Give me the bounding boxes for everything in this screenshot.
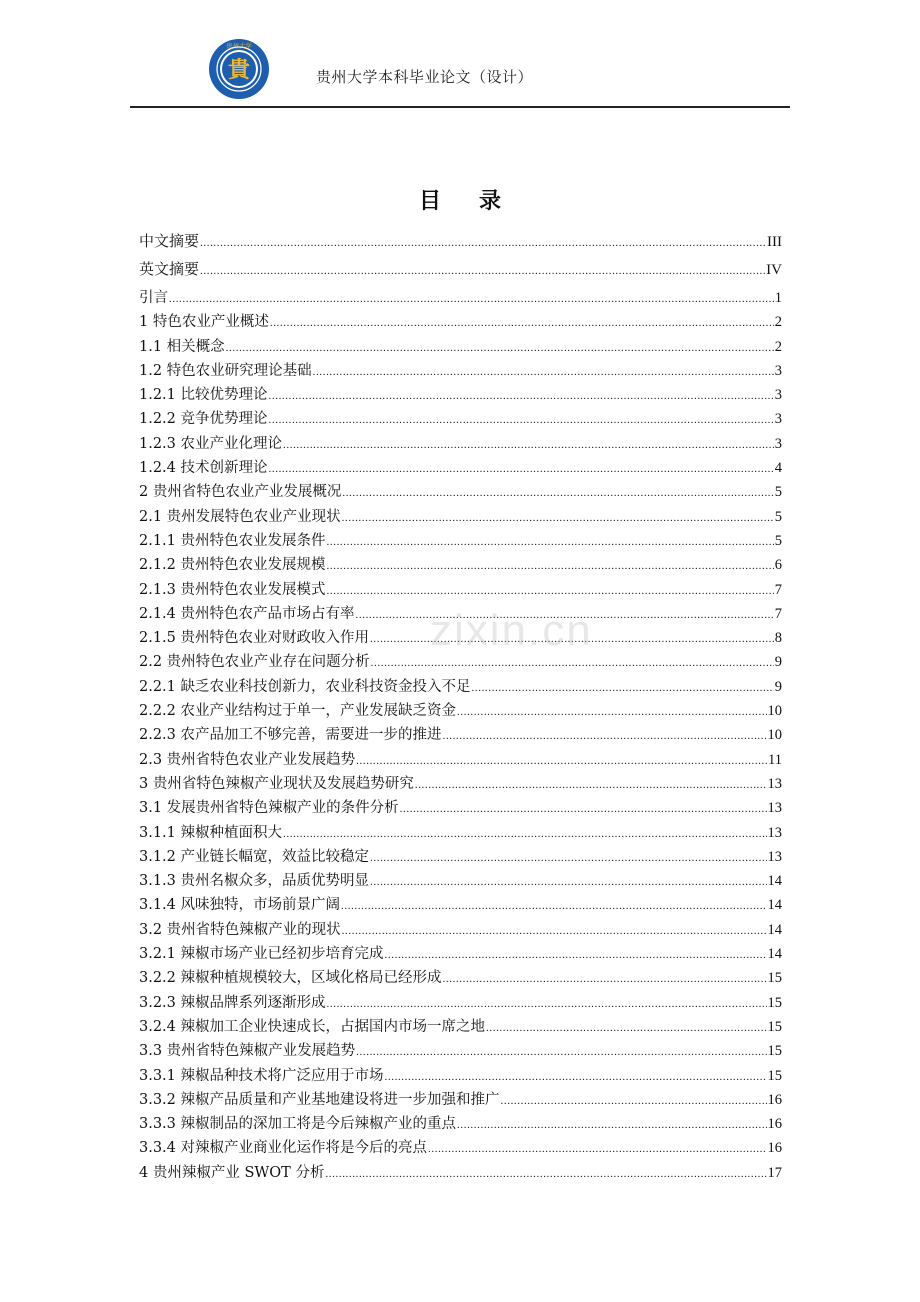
toc-entry-label: 4 贵州辣椒产业 SWOT 分析 <box>139 1164 325 1181</box>
toc-entry[interactable] <box>139 1015 782 1039</box>
toc-leader-dots <box>472 682 774 694</box>
toc-entry-label: 3.3.4 对辣椒产业商业化运作将是今后的亮点 <box>139 1140 428 1157</box>
toc-entry-label: 2.1.5 贵州特色农业对财政收入作用 <box>139 630 370 647</box>
toc-leader-dots <box>385 949 767 961</box>
toc-entry-page: 15 <box>767 1067 782 1084</box>
toc-entry[interactable] <box>139 699 782 723</box>
toc-entry[interactable] <box>139 796 782 820</box>
toc-leader-dots <box>371 657 774 669</box>
toc-entry-label: 3.1.1 辣椒种植面积大 <box>139 824 283 841</box>
toc-leader-dots <box>269 463 774 475</box>
toc-entry[interactable] <box>139 480 782 504</box>
toc-entry-page: 10 <box>767 703 782 720</box>
toc-entry-label: 1.2 特色农业研究理论基础 <box>139 362 312 379</box>
toc-leader-dots <box>327 585 774 597</box>
toc-leader-dots <box>325 1168 766 1180</box>
toc-entry-page: 16 <box>767 1091 782 1108</box>
toc-entry-label: 3.2.2 辣椒种植规模较大，区域化格局已经形成 <box>139 970 442 987</box>
toc-leader-dots <box>342 925 767 937</box>
toc-entry-page: 15 <box>767 1018 782 1035</box>
toc-entry-label: 1.1 相关概念 <box>139 338 225 355</box>
toc-leader-dots <box>385 1071 767 1083</box>
toc-leader-dots <box>269 390 774 402</box>
toc-entry-page: 15 <box>767 1043 782 1060</box>
toc-entry-label: 1.2.1 比较优势理论 <box>139 387 268 404</box>
toc-entry-page: 14 <box>767 946 782 963</box>
toc-entry-page: 13 <box>767 824 782 841</box>
toc-entry-label: 1.2.4 技术创新理论 <box>139 460 268 477</box>
toc-entry-page: 14 <box>767 921 782 938</box>
toc-entry-page: 2 <box>774 338 782 355</box>
toc-entry[interactable] <box>139 723 782 747</box>
toc-entry[interactable] <box>139 456 782 480</box>
toc-leader-dots <box>283 439 774 451</box>
toc-entry-page: 17 <box>767 1164 782 1181</box>
toc-entry-label: 3.3.3 辣椒制品的深加工将是今后辣椒产业的重点 <box>139 1116 457 1133</box>
toc-entry-label: 3.1.3 贵州名椒众多，品质优势明显 <box>139 873 370 890</box>
toc-entry-page: 9 <box>774 654 782 671</box>
toc-entry-label: 2.3 贵州省特色农业产业发展趋势 <box>139 751 356 768</box>
toc-entry[interactable] <box>139 383 782 407</box>
toc-leader-dots <box>356 755 767 767</box>
toc-entry-page: 16 <box>767 1140 782 1157</box>
toc-leader-dots <box>356 1046 766 1058</box>
toc-entry[interactable] <box>139 966 782 990</box>
toc-entry[interactable] <box>139 1112 782 1136</box>
toc-entry[interactable] <box>139 1064 782 1088</box>
toc-leader-dots <box>200 265 765 277</box>
toc-leader-dots <box>501 1095 767 1107</box>
header-title: 贵州大学本科毕业论文（设计） <box>316 68 534 86</box>
toc-entry-page: 9 <box>774 678 782 695</box>
toc-entry[interactable] <box>139 918 782 942</box>
toc-entry-page: 11 <box>768 751 782 768</box>
toc-entry[interactable] <box>139 821 782 845</box>
toc-leader-dots <box>342 512 774 524</box>
toc-entry-page: 1 <box>774 290 782 306</box>
toc-entry[interactable] <box>139 578 782 602</box>
toc-entry-label: 2.2 贵州特色农业产业存在问题分析 <box>139 654 370 671</box>
logo-character: 貴 <box>227 58 251 83</box>
toc-entry-page: 14 <box>767 873 782 890</box>
toc-entry[interactable] <box>139 359 782 383</box>
toc-entry[interactable] <box>139 942 782 966</box>
toc-entry[interactable] <box>139 893 782 917</box>
toc-entry[interactable] <box>139 310 782 334</box>
toc-leader-dots <box>200 237 766 249</box>
toc-entry-page: 13 <box>767 848 782 865</box>
toc-leader-dots <box>457 706 766 718</box>
toc-entry[interactable] <box>139 1088 782 1112</box>
table-of-contents <box>139 230 782 1185</box>
toc-leader-dots <box>486 1022 766 1034</box>
toc-leader-dots <box>269 414 774 426</box>
toc-entry-label: 3.3.2 辣椒产品质量和产业基地建设将进一步加强和推广 <box>139 1091 500 1108</box>
toc-entry-label: 2.1.3 贵州特色农业发展模式 <box>139 581 326 598</box>
toc-entry[interactable] <box>139 772 782 796</box>
toc-entry[interactable] <box>139 432 782 456</box>
toc-leader-dots <box>457 1119 766 1131</box>
toc-entry-label: 1.2.2 竞争优势理论 <box>139 411 268 428</box>
toc-entry-label: 2 贵州省特色农业产业发展概况 <box>139 484 342 501</box>
toc-entry-label: 3.3 贵州省特色辣椒产业发展趋势 <box>139 1043 356 1060</box>
toc-entry-page: 13 <box>767 775 782 792</box>
watermark: zixin.cn <box>430 606 593 655</box>
toc-leader-dots <box>400 803 767 815</box>
toc-leader-dots <box>443 730 767 742</box>
toc-entry-label: 英文摘要 <box>139 260 200 278</box>
toc-leader-dots <box>327 536 774 548</box>
toc-leader-dots <box>327 560 774 572</box>
toc-entry-page: 7 <box>774 605 782 622</box>
page-header <box>130 30 790 108</box>
toc-entry[interactable] <box>139 529 782 553</box>
toc-entry-page: 6 <box>774 557 782 574</box>
toc-leader-dots <box>313 366 774 378</box>
toc-entry-label: 2.1.4 贵州特色农产品市场占有率 <box>139 605 355 622</box>
toc-leader-dots <box>169 293 774 305</box>
toc-leader-dots <box>226 342 774 354</box>
toc-entry-page: 3 <box>774 387 782 404</box>
toc-entry[interactable] <box>139 258 782 286</box>
toc-entry-page: 15 <box>767 994 782 1011</box>
toc-entry[interactable] <box>139 991 782 1015</box>
toc-entry[interactable] <box>139 845 782 869</box>
toc-entry-label: 3.1.2 产业链长幅宽，效益比较稳定 <box>139 848 370 865</box>
toc-leader-dots <box>341 900 766 912</box>
toc-leader-dots <box>370 876 766 888</box>
toc-leader-dots <box>327 998 767 1010</box>
toc-entry-label: 3.2.1 辣椒市场产业已经初步培育完成 <box>139 946 384 963</box>
toc-entry[interactable] <box>139 1161 782 1185</box>
toc-leader-dots <box>370 852 766 864</box>
toc-entry-page: 4 <box>774 460 782 477</box>
toc-entry[interactable] <box>139 505 782 529</box>
toc-entry[interactable] <box>139 1039 782 1063</box>
toc-entry[interactable] <box>139 748 782 772</box>
toc-entry-label: 2.1 贵州发展特色农业产业现状 <box>139 508 341 525</box>
toc-entry-page: 5 <box>774 532 782 549</box>
toc-entry[interactable] <box>139 869 782 893</box>
university-logo <box>208 38 270 100</box>
toc-entry-page: 8 <box>774 630 782 647</box>
toc-entry-page: 7 <box>774 581 782 598</box>
toc-title: 目录 <box>418 188 539 214</box>
toc-leader-dots <box>443 973 767 985</box>
toc-entry-page: 5 <box>774 484 782 501</box>
toc-entry-page: 15 <box>767 970 782 987</box>
logo-ring-text: 贵州大学 <box>226 42 252 50</box>
toc-entry-label: 3.2.3 辣椒品牌系列逐渐形成 <box>139 994 326 1011</box>
toc-entry-label: 3.2.4 辣椒加工企业快速成长，占据国内市场一席之地 <box>139 1018 486 1035</box>
toc-entry[interactable] <box>139 675 782 699</box>
toc-entry-label: 1.2.3 农业产业化理论 <box>139 435 283 452</box>
toc-entry-label: 2.1.2 贵州特色农业发展规模 <box>139 557 326 574</box>
toc-entry[interactable] <box>139 1136 782 1160</box>
toc-entry-label: 2.2.2 农业产业结构过于单一，产业发展缺乏资金 <box>139 703 457 720</box>
toc-entry-label: 3.2 贵州省特色辣椒产业的现状 <box>139 921 341 938</box>
toc-entry-page: 2 <box>774 314 782 331</box>
toc-leader-dots <box>283 828 766 840</box>
toc-entry-label: 3.1 发展贵州省特色辣椒产业的条件分析 <box>139 800 399 817</box>
toc-entry-label: 1 特色农业产业概述 <box>139 314 269 331</box>
toc-entry-page: 10 <box>767 727 782 744</box>
toc-entry-page: 3 <box>774 435 782 452</box>
toc-entry-page: III <box>767 234 782 250</box>
toc-entry[interactable] <box>139 335 782 359</box>
header-divider <box>130 106 790 108</box>
toc-entry[interactable] <box>139 407 782 431</box>
toc-entry-page: 3 <box>774 411 782 428</box>
toc-entry-page: 14 <box>767 897 782 914</box>
toc-entry-page: 5 <box>774 508 782 525</box>
toc-entry-label: 2.2.1 缺乏农业科技创新力，农业科技资金投入不足 <box>139 678 471 695</box>
toc-leader-dots <box>270 317 774 329</box>
toc-entry-page: 3 <box>774 362 782 379</box>
toc-entry-label: 中文摘要 <box>139 232 200 250</box>
toc-entry-page: 16 <box>767 1116 782 1133</box>
toc-entry-label: 2.1.1 贵州特色农业发展条件 <box>139 532 326 549</box>
toc-entry-label: 2.2.3 农产品加工不够完善，需要进一步的推进 <box>139 727 442 744</box>
toc-entry-label: 3 贵州省特色辣椒产业现状及发展趋势研究 <box>139 775 414 792</box>
toc-entry[interactable] <box>139 286 782 310</box>
toc-entry[interactable] <box>139 230 782 258</box>
toc-leader-dots <box>428 1143 766 1155</box>
toc-entry-label: 3.3.1 辣椒品种技术将广泛应用于市场 <box>139 1067 384 1084</box>
toc-entry-page: IV <box>766 262 782 278</box>
toc-entry-label: 3.1.4 风味独特，市场前景广阔 <box>139 897 341 914</box>
toc-entry-page: 13 <box>767 800 782 817</box>
toc-leader-dots <box>342 487 773 499</box>
toc-entry-label: 引言 <box>139 290 168 306</box>
toc-leader-dots <box>415 779 767 791</box>
toc-entry[interactable] <box>139 553 782 577</box>
